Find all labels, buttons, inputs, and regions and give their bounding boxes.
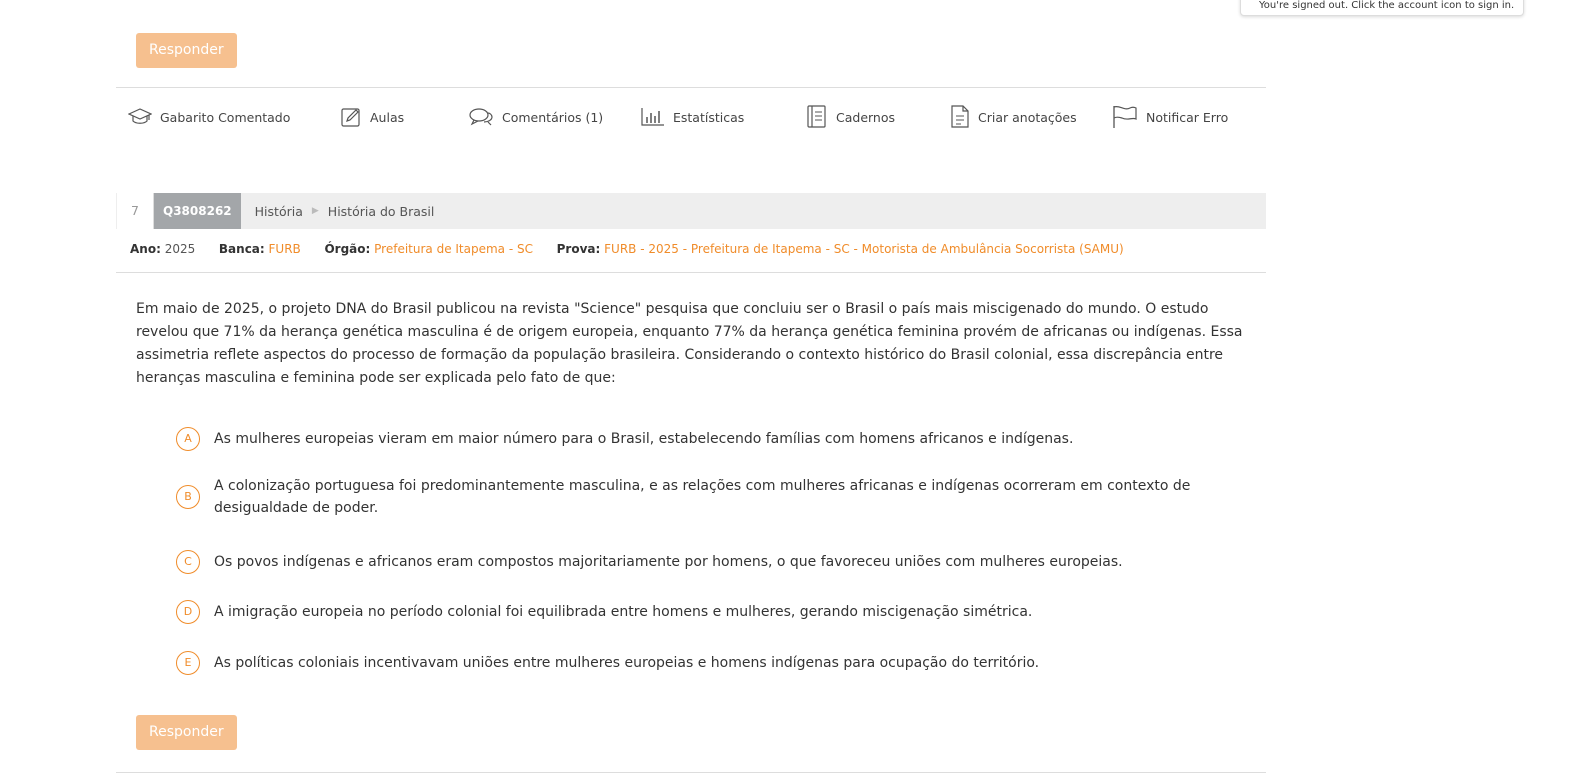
estatisticas-label: Estatísticas — [673, 109, 745, 125]
question-stem: Em maio de 2025, o projeto DNA do Brasil publicou na revista "Science" pesquisa que concluiu ser o Brasil o país mais miscigenado do mundo. O estudo revelou que 71% da herança genética masculina é de origem europeia, enquanto 77% da herança genética feminina provém de africanas ou indígenas. Essa assimetria reflete aspectos do processo de formação da população brasileira. Considerando o contexto histórico do Brasil colonial, essa discrepância entre heranças masculina e feminina pode ser explicada pelo fato de que: — [136, 301, 1243, 386]
question-metadata — [130, 242, 1124, 256]
criar-anotacoes-label: Criar anotações — [978, 109, 1077, 125]
answer-button-top[interactable]: Responder — [136, 33, 237, 68]
orgao-link[interactable]: Prefeitura de Itapema - SC — [374, 242, 533, 256]
alternative-letter-e[interactable]: E — [176, 651, 200, 675]
graduation-cap-icon — [128, 108, 152, 126]
prova-link[interactable]: FURB - 2025 - Prefeitura de Itapema - SC - Motorista de Ambulância Socorrista (SAMU) — [604, 242, 1124, 256]
banca-label: Banca: — [218, 242, 265, 256]
prova-label: Prova: — [556, 242, 601, 256]
alternative-c[interactable] — [176, 550, 1266, 574]
question-id-badge[interactable]: Q3808262 — [154, 193, 241, 229]
gabarito-comentado-button[interactable] — [128, 102, 290, 132]
chevron-right-icon: ▶ — [311, 206, 319, 216]
divider — [116, 272, 1266, 273]
breadcrumb-item-historia-do-brasil[interactable]: História do Brasil — [327, 203, 435, 219]
flag-icon — [1112, 105, 1138, 129]
answer-button-bottom[interactable]: Responder — [136, 715, 237, 750]
alternative-a[interactable] — [176, 427, 1266, 451]
toast-text: You're signed out. Click the account icon to sign in. — [1259, 0, 1515, 11]
aulas-label: Aulas — [370, 109, 405, 125]
alternative-letter-c[interactable]: C — [176, 550, 200, 574]
alternative-d[interactable] — [176, 600, 1266, 624]
notificar-erro-button[interactable] — [1112, 102, 1228, 132]
alternative-text-e[interactable]: As políticas coloniais incentivavam uniões entre mulheres europeias e homens indígenas para ocupação do território. — [214, 655, 1040, 671]
cadernos-button[interactable] — [806, 102, 895, 132]
criar-anotacoes-button[interactable] — [950, 102, 1077, 132]
notebook-icon — [806, 105, 828, 129]
comentarios-button[interactable] — [468, 102, 603, 132]
banca-link[interactable]: FURB — [268, 242, 301, 256]
comentarios-label: Comentários (1) — [502, 109, 604, 125]
question-header — [116, 193, 1266, 229]
pencil-square-icon — [340, 106, 362, 128]
bar-chart-icon — [641, 107, 665, 127]
alternative-letter-b[interactable]: B — [176, 485, 200, 509]
divider — [116, 87, 1266, 88]
document-icon — [950, 105, 970, 129]
alternative-text-b[interactable]: A colonização portuguesa foi predominantemente masculina, e as relações com mulheres africanas e indígenas ocorreram em contexto de desigualdade de poder. — [214, 478, 1191, 516]
cadernos-label: Cadernos — [836, 109, 896, 125]
ano-label: Ano: — [130, 242, 161, 256]
alternative-e[interactable] — [176, 651, 1266, 675]
alternative-letter-a[interactable]: A — [176, 427, 200, 451]
estatisticas-button[interactable] — [641, 102, 744, 132]
notificar-erro-label: Notificar Erro — [1146, 109, 1229, 125]
alternative-text-d[interactable]: A imigração europeia no período colonial foi equilibrada entre homens e mulheres, gerando miscigenação simétrica. — [214, 604, 1033, 620]
question-toolbar — [116, 102, 1266, 132]
gabarito-comentado-label: Gabarito Comentado — [160, 109, 291, 125]
chat-bubbles-icon — [468, 106, 494, 128]
alternative-text-a[interactable]: As mulheres europeias vieram em maior número para o Brasil, estabelecendo famílias com homens africanos e indígenas. — [214, 431, 1074, 447]
ano-value: 2025 — [164, 242, 196, 256]
aulas-button[interactable] — [340, 102, 404, 132]
alternative-letter-d[interactable]: D — [176, 600, 200, 624]
signed-out-toast — [1240, 0, 1524, 16]
breadcrumb-item-historia[interactable]: História — [254, 203, 303, 219]
alternative-text-c[interactable]: Os povos indígenas e africanos eram compostos majoritariamente por homens, o que favoreceu uniões com mulheres europeias. — [214, 554, 1123, 570]
orgao-label: Órgão: — [324, 242, 371, 256]
question-number: 7 — [116, 193, 154, 229]
alternative-b[interactable] — [176, 475, 1266, 519]
